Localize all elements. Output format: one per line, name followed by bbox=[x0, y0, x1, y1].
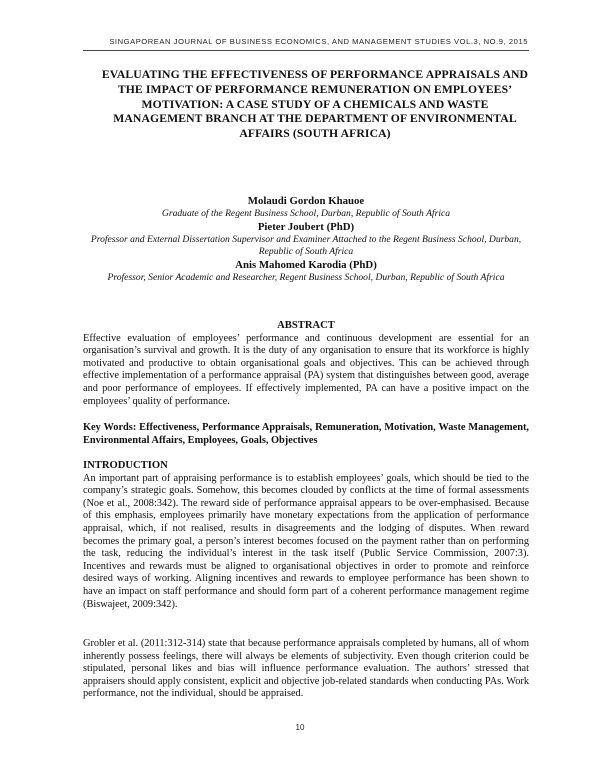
author-affiliation: Professor, Senior Academic and Researcher, Regent Business School, Durban, Republic of South Africa bbox=[107, 271, 505, 283]
abstract-section bbox=[83, 320, 529, 408]
introduction-section bbox=[83, 460, 529, 611]
page-number: 10 bbox=[295, 723, 305, 732]
keywords-section bbox=[83, 422, 529, 447]
introduction-heading: INTRODUCTION bbox=[83, 460, 168, 471]
author-block bbox=[82, 195, 530, 284]
header-rule bbox=[83, 50, 529, 51]
author-name: Anis Mahomed Karodia (PhD) bbox=[235, 258, 377, 271]
introduction-paragraph-1: An important part of appraising performance is to establish employees’ goals, which should be tied to the company’s strategic goals. Somehow, this becomes clouded by conflicts at the time of formal assessments (Noe et al., 2008:342). The reward side of performance appraisal appears to be over-emphasised. Because of this emphasis, employees primarily have monetary expectations from the application of performance appraisal, which, if not realised, results in disagreements and the lodging of disputes. When reward becomes the primary goal, a person’s interest becomes focused on the payment rather than on performing the task, reducing the individual’s interest in the task itself (Public Service Commission, 2007:3). Incentives and rewards must be aligned to organisational objectives in order to promote and reinforce desired ways of working. Aligning incentives and rewards to employee performance has been shown to have an impact on staff performance and should form part of a coherent performance management regime (Biswajeet, 2009:342). bbox=[83, 472, 529, 610]
author-name: Molaudi Gordon Khauoe bbox=[247, 195, 365, 207]
running-header: SINGAPOREAN JOURNAL OF BUSINESS ECONOMICS, AND MANAGEMENT STUDIES VOL.3, NO.9, 2015 bbox=[109, 37, 528, 46]
introduction-paragraph-2-block bbox=[83, 638, 529, 701]
paper-title: EVALUATING THE EFFECTIVENESS OF PERFORMANCE APPRAISALS AND THE IMPACT OF PERFORMANCE REMUNERATION ON EMPLOYEES’ MOTIVATION: A CASE STUDY OF A CHEMICALS AND WASTE MANAGEMENT BRANCH AT THE DEPARTMENT OF ENVIRONMENTAL AFFAIRS (SOUTH AFRICA) bbox=[101, 68, 529, 141]
keywords: Key Words: Effectiveness, Performance Appraisals, Remuneration, Motivation, Waste Management, Environmental Affairs, Employees, Goals, Objectives bbox=[83, 422, 529, 446]
introduction-paragraph-2: Grobler et al. (2011:312-314) state that because performance appraisals completed by humans, all of whom inherently possess feelings, there will always be elements of subjectivity. Even though criterion could be stipulated, personal likes and bias will influence performance evaluation. The authors’ stressed that appraisers should apply consistent, explicit and objective job-related standards when conducting PAs. Work performance, not the individual, should be appraised. bbox=[83, 638, 529, 700]
author-name: Pieter Joubert (PhD) bbox=[257, 220, 355, 233]
author-affiliation: Graduate of the Regent Business School, Durban, Republic of South Africa bbox=[161, 208, 451, 219]
abstract-heading: ABSTRACT bbox=[277, 320, 335, 331]
author-affiliation: Professor and External Dissertation Supervisor and Examiner Attached to the Regent Business School, Durban, Republic of South Africa bbox=[90, 233, 522, 257]
abstract-text: Effective evaluation of employees’ performance and continuous development are essential for an organisation’s survival and growth. It is the duty of any organisation to ensure that its workforce is highly motivated and productive to obtain organisational goals and objectives. This can be achieved through effective implementation of a performance appraisal (PA) system that distinguishes between good, average and poor performance of employees. If effectively implemented, PA can have a positive impact on the employees’ quality of performance. bbox=[83, 332, 529, 407]
